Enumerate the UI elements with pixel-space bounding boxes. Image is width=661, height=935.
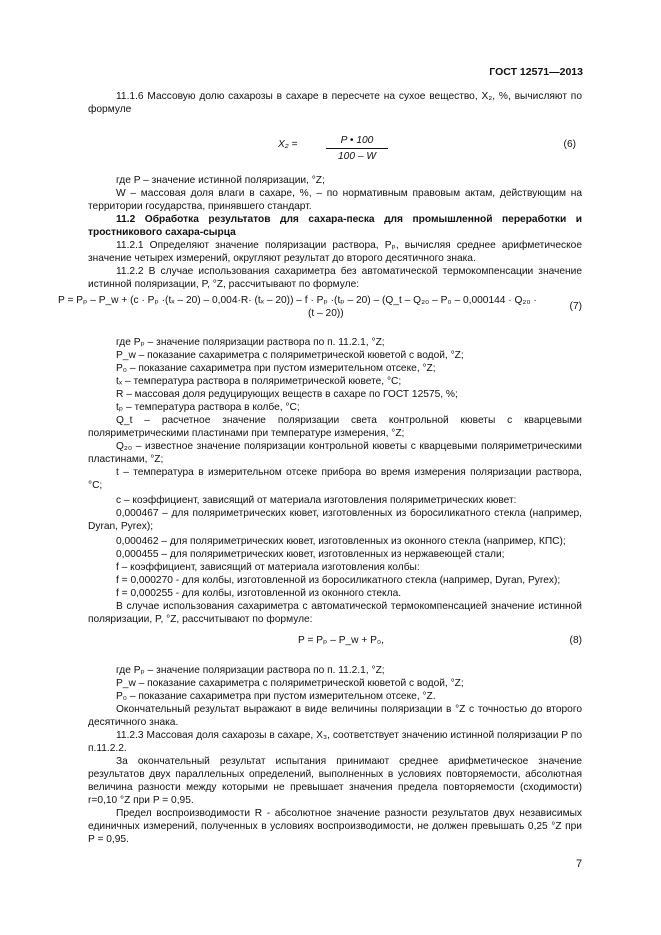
- standard-header: ГОСТ 12571—2013: [489, 66, 583, 78]
- paragraph-11-2-3: 11.2.3 Массовая доля сахарозы в сахаре, X₃, соответствует значению истинной поляризации P по п.11.2.2.: [88, 730, 582, 754]
- formula-8-number: (8): [569, 635, 582, 646]
- paragraph-final-result: За окончательный результат испытания принимают среднее арифметическое значение результатов двух параллельных определений, выполненных в условиях повторяемости, абсолютная величина разности между которыми не превышает значения предела повторяемости (сходимости) r=0,10 °Z при P = 0,95.: [88, 756, 582, 806]
- paragraph-auto-compensation: В случае использования сахариметра с автоматической термокомпенсацией значение истинной поляризации, P, °Z, рассчитывают по формуле:: [88, 601, 582, 625]
- where7-line: P_w – показание сахариметра с поляриметрической кюветой с водой, °Z;: [116, 350, 464, 361]
- where7-line: c – коэффициент, зависящий от материала изготовления поляриметрических кювет:: [116, 495, 517, 506]
- where8-line: P₀ – показание сахариметра при пустом измерительном отсеке, °Z.: [116, 691, 436, 702]
- where7-line: f – коэффициент, зависящий от материала изготовления колбы:: [116, 562, 420, 573]
- paragraph-11-2-2: 11.2.2 В случае использования сахариметра без автоматической термокомпенсации значение истинной поляризации, P, °Z, рассчитывают по формуле:: [88, 266, 582, 290]
- where6-line: W – массовая доля влаги в сахаре, %, – по нормативным правовым актам, действующим на территории государства, принявшего стандарт.: [88, 188, 582, 212]
- where7-line: P₀ – показание сахариметра при пустом измерительном отсеке, °Z;: [116, 363, 436, 374]
- formula-7-line-1: P = Pₚ – P_w + (c · Pₚ ·(tₓ – 20) – 0,004·R· (tₓ – 20)) – f · Pₚ ·(tₚ – 20) – (Q_t – Q₂₀ – P₀ – 0,000144 · Q₂₀ ·: [58, 295, 537, 306]
- paragraph-reproducibility: Предел воспроизводимости R - абсолютное значение разности результатов двух независимых единичных измерений, полученных в условиях воспроизводимости, не должен превышать 0,25 °Z при P = 0,95.: [88, 808, 582, 845]
- formula-8-expression: P = Pₚ – P_w + P₀,: [298, 635, 384, 646]
- formula-6-number: (6): [563, 139, 576, 150]
- paragraph-11-2-1: 11.2.1 Определяют значение поляризации раствора, Pₚ, вычисляя среднее арифметическое значение четырех измерений, округляют результат до второго десятичного знака.: [88, 240, 582, 264]
- where8-line: где Pₚ – значение поляризации раствора по п. 11.2.1, °Z;: [116, 665, 385, 676]
- formula-8: [88, 632, 582, 664]
- section-heading-11-2: 11.2 Обработка результатов для сахара-песка для промышленной переработки и тростникового сахара-сырца: [88, 214, 582, 238]
- formula-6-denominator: 100 – W: [338, 151, 376, 162]
- paragraph-final-result-format: Окончательный результат выражают в виде величины поляризации в °Z с точностью до второго десятичного знака.: [88, 704, 582, 728]
- where7-line: f = 0,000270 - для колбы, изготовленной из боросиликатного стекла (например, Dyran, Pyrex);: [116, 575, 561, 586]
- page-number: 7: [576, 858, 583, 870]
- where7-line: 0,000467 – для поляриметрических кювет, изготовленных из боросиликатного стекла (например, Dyran, Pyrex);: [88, 508, 582, 532]
- where7-line: tₓ – температура раствора в поляриметрической кювете, °C;: [116, 376, 402, 387]
- where7-line: 0,000455 – для поляриметрических кювет, изготовленных из нержавеющей стали;: [116, 549, 505, 560]
- where7-line: f = 0,000255 - для колбы, изготовленной из оконного стекла.: [116, 588, 402, 599]
- document-body: [58, 90, 582, 846]
- where8-line: P_w – показание сахариметра с поляриметрической кюветой с водой, °Z;: [116, 678, 464, 689]
- paragraph-11-1-6: 11.1.6 Массовую долю сахарозы в сахаре в пересчете на сухое вещество, X₂, %, вычисляют по формуле: [88, 91, 582, 115]
- where7-line: 0,000462 – для поляриметрических кювет, изготовленных из оконного стекла (например, КПС);: [116, 536, 566, 547]
- where7-line: Q₂₀ – известное значение поляризации контрольной кюветы с кварцевыми поляриметрическими пластинами, °Z;: [88, 441, 582, 465]
- formula-7: [58, 294, 582, 324]
- where7-line: t – температура в измерительном отсеке прибора во время измерения поляризации раствора, °C;: [88, 467, 582, 491]
- where6-line: где P – значение истинной поляризации, °Z;: [116, 175, 325, 186]
- where7-line: где Pₚ – значение поляризации раствора по п. 11.2.1, °Z;: [116, 337, 385, 348]
- formula-6-lhs: X₂ =: [278, 139, 298, 150]
- formula-6-numerator: P • 100: [326, 134, 388, 149]
- formula-6: [88, 134, 582, 170]
- where7-line: Q_t – расчетное значение поляризации света контрольной кюветы с кварцевыми поляриметрическими пластинами при температуре измерения, °Z;: [88, 415, 582, 439]
- formula-7-line-2: (t – 20)): [308, 308, 344, 319]
- where7-line: R – массовая доля редуцирующих веществ в сахаре по ГОСТ 12575, %;: [116, 389, 458, 400]
- where7-line: tₚ – температура раствора в колбе, °C;: [116, 402, 300, 413]
- formula-7-number: (7): [569, 301, 582, 312]
- formula-6-fraction: [326, 134, 388, 163]
